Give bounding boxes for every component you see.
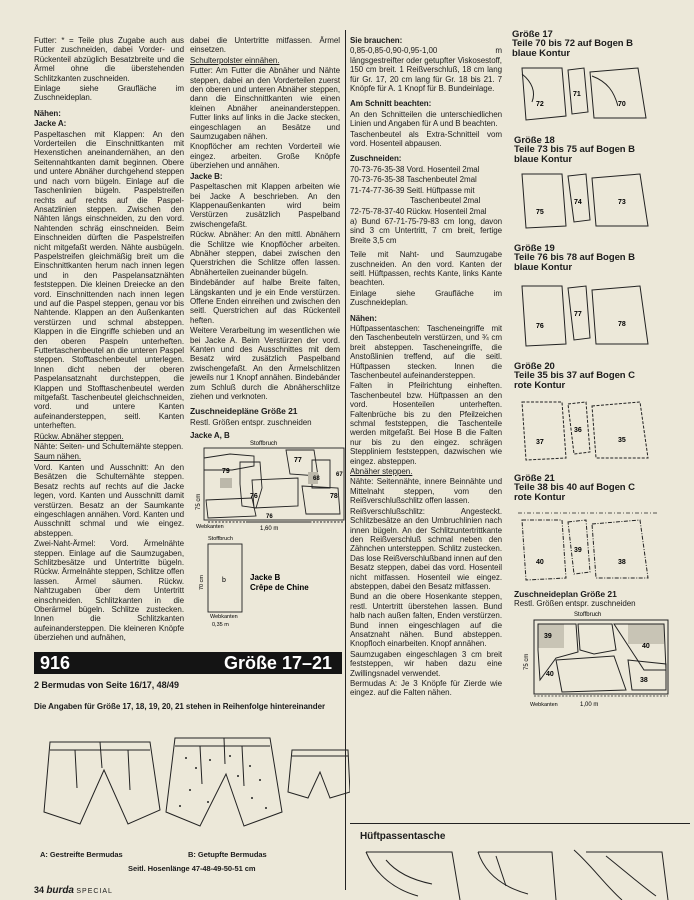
stoffbruch-label-jacket: Stoffbruch: [250, 441, 278, 447]
zuschneiden-row-3b: Taschenbeutel 2mal: [410, 196, 481, 206]
bermuda-b-caption: B: Getupfte Bermudas: [188, 850, 267, 859]
g18-block: [514, 136, 684, 164]
schnitt-text: An den Schnitteilen die unterschiedlichen Linien und Angaben für A und B beachten.: [350, 109, 502, 129]
bindebaender-text: Bindebänder auf halbe Breite falten, Längskanten und je ein Ende verstürzen. Offene Enden einreihen und zwischen den seitl. Querstrichen auf das Rückenteil heften.: [190, 278, 340, 325]
jacket-cutting-layout: [190, 440, 350, 640]
zuschneiden-row-4: 72-75-78-37-40 Rückw. Hosenteil 2mal: [350, 206, 487, 216]
zuschneideplan-hose-sub: Restl. Größen entspr. zuschneiden: [514, 599, 636, 609]
piece-77-trouser: 77: [574, 311, 582, 318]
crepe-caption: Crêpe de Chine: [250, 583, 309, 592]
saum-text: Saum nähen.: [34, 452, 82, 462]
column-2: [190, 36, 340, 442]
hosenlaenge-caption: Seitl. Hosenlänge 47-48-49-50-51 cm: [128, 864, 256, 873]
zuschneiden-row-1: 70-73-76-35-38 Vord. Hosenteil 2mal: [350, 164, 480, 174]
layout-piece-38: 38: [640, 677, 648, 684]
rueckenabnaeher-text: Rückw. Abnäher steppen.: [34, 431, 124, 441]
trouser-cutting-layout: [516, 610, 676, 710]
stoffbruch-label-trouser: Stoffbruch: [574, 612, 602, 618]
jacke-ab-label: Jacke A, B: [190, 431, 230, 441]
g18-kontur: blaue Kontur: [514, 153, 572, 165]
layout-piece-40b: 40: [642, 643, 650, 650]
zuschneideplaene-heading: Zuschneidepläne Größe 21: [190, 406, 298, 417]
futter-jacke-text: Futter: Am Futter die Abnäher und Nähte steppen, dabei an den Vorderteilen zuerst den oberen und unteren Abnäher steppen, dann die Einschnittkanten wie einen kleinen Abnäher aneinandersteppen. Futter links auf links in die Jacke stecken, eingeschlagen an Besätze und Saumzugaben nähen.: [190, 66, 340, 142]
page-number: 34: [34, 885, 44, 895]
size-17-pieces: [518, 62, 658, 128]
zuschneideplan-hose-heading: Zuschneideplan Größe 21: [514, 589, 617, 599]
g19-teile: Teile 76 bis 78 auf Bogen B: [514, 252, 635, 264]
piece-71: 71: [573, 91, 581, 98]
g17-kontur: blaue Kontur: [512, 47, 570, 59]
size-20-pieces: [518, 396, 658, 470]
piece-39: 39: [574, 547, 582, 554]
hueftpassentaschen-text: Hüftpassentaschen: Tascheneingriffe mit den Taschenbeuteln verstürzen, und ¾ cm breit absteppen. Tascheneingriffe, die Anstoßlinien treffend, auf die seitl. Hüftpassen stecken. Innen die Taschenbeutel aufeinandersteppen.: [350, 323, 502, 380]
naehen-heading: Nähen:: [34, 108, 61, 118]
piece-38: 38: [618, 559, 626, 566]
piece-76: 76: [250, 493, 258, 500]
column-divider: [345, 30, 346, 890]
sie-brauchen-text: 0,85-0,85-0,90-0,95-1,00 m längsgestreifter oder getupfter Viskosestoff, 150 cm breit. 1 Reißverschluß, 18 cm lang für Gr. 17, 20 cm lang für Gr. 18 bis 21. 7 Knöpfe für A. 1 Knopf für B. Bundeinlage.: [350, 46, 502, 94]
g20-heading: Größe 20: [514, 361, 555, 372]
hueftpassentasche-heading: Hüftpassentasche: [360, 831, 446, 842]
hip-pocket-illustration: [356, 846, 690, 900]
einlage-hose-text: Einlage siehe Graufläche im Zuschneideplan.: [350, 288, 502, 308]
pattern-number: 916: [40, 653, 71, 673]
g21-heading: Größe 21: [514, 473, 555, 484]
vord-kanten-text: Vord. Kanten und Ausschnitt: An den Besätzen die Schulternähte steppen. Besatz rechts auf rechts auf die Jacke legen, vord. Kanten und Ausschnitt damit verstürzen. Besatz an der Saumkante eingeschlagen annähen. Vord. Kanten und Ausschnitt schmal und wie eingez. absteppen.: [34, 462, 184, 538]
piece-78-trouser: 78: [618, 321, 626, 328]
stoffbruch-label-jacket-b: Stoffbruch: [208, 536, 233, 542]
piece-37: 37: [536, 439, 544, 446]
bermuda-a-caption: A: Gestreifte Bermudas: [40, 850, 123, 859]
piece-75: 75: [536, 209, 544, 216]
piece-68: 68: [313, 476, 320, 482]
g17-teile: Teile 70 bis 72 auf Bogen B: [512, 38, 633, 50]
piece-76b: 76: [266, 514, 273, 520]
width-035-label: 0,35 m: [212, 622, 229, 628]
zuschneiden-row-a: a) Bund 67-71-75-79-83 cm long, davon sind 3 cm Untertritt, 7 cm breit, fertige Breite 3,5 cm: [350, 216, 502, 245]
g21-kontur: rote Kontur: [514, 491, 566, 503]
g20-kontur: rote Kontur: [514, 379, 566, 391]
webkanten-label-trouser: Webkanten: [530, 702, 558, 708]
bermudas-illustration: [30, 728, 350, 846]
naehte-hose-text: Nähte: Seitennähte, innere Beinnähte und Mittelnaht steppen, vom den Reißverschlußschlitz offen lassen.: [350, 477, 502, 506]
paspel-b-text: Paspeltaschen mit Klappen arbeiten wie bei Jacke A beschrieben. An den Klappenaußenkanten wird beim Verstürzen zusätzlich Paspelband zwischengefaßt.: [190, 182, 340, 229]
abnaeher-hose-text: Abnäher steppen.: [350, 467, 413, 477]
g20-block: [514, 362, 684, 390]
schnitt-heading: Am Schnitt beachten:: [350, 99, 432, 109]
height-70-label: 70 cm: [199, 575, 205, 590]
piece-70: 70: [618, 101, 626, 108]
naehte-text: Nähte: Seiten- und Schulternähte steppen.: [34, 442, 184, 452]
section-divider: [350, 823, 690, 824]
zwei-naht-aermel-text: Zwei-Naht-Ärmel: Vord. Ärmelnähte steppen. Einlage auf die Saumzugaben, Schlitzbesätze und Untertritte bügeln. Rückw. Ärmelnähte steppen, Schlitze offen lassen. Ärmel säumen. Rückw. Nahtzugaben über dem Untertritt einschneiden. Schlitzkanten in die Oberärmel bügeln. Schlitze zustecken. Innen die Schlitzkanten aufeinandersteppen. Die kleineren Knöpfe überziehen und aufnähen,: [34, 539, 184, 643]
special-label: SPECIAL: [76, 888, 113, 895]
bermudas-a-text: Bermudas A: Je 3 Knöpfe für Zierde wie eingez. auf die Falten nähen.: [350, 679, 502, 698]
paspel-text: Paspeltaschen mit Klappen: An den Vorderteilen die Einschnittkanten mit Hexenstichen aneinandernähen, an den Seitennahtkanten damit beginnen. Obere und untere Abnäher durchgehend steppen und nach vorn bügeln. Einlage auf die Taschenlinien bügeln. Paspelstreifen rechts auf rechts auf die Paspel-Ansatzlinien steppen. Zwischen den Nähten längs einschneiden, zu den vord. Nahtenden schräg einschneiden. Beim Einschneiden dürften die Paspelstreifen nicht mitgefaßt werden. Nähte ausbügeln. Paspelstreifen gleichmäßig breit um die Einschnittkanten herum nach innen legen und in den Paspelansatznähten feststeppen. Die kleinen Dreiecke an den vord. Einschnittenden nach innen legen und auf die Paspel steppen, genau vor bis Nahtende. Klappen an den Außenkanten verstürzen und schmal absteppen. Klappen in die Eingriffe schieben und an den oberen Paspeln unterheften. Futtertaschenbeutel an die unteren Paspel steppen. Stofftaschenbeutel unterlegen. Innen dicht neben der oberen Paspelansatznaht durchsteppen, die Klappen und Stofftaschenbeutel werden mitgefaßt. Taschenbeutel gleichschneiden, vord. und untere Kanten aufeinandersteppen, seitl. Kanten unterheften.: [34, 129, 184, 431]
schulterpolster-text: Schulterpolster einnähen.: [190, 55, 280, 65]
einlage-text: Einlage siehe Graufläche im Zuschneideplan.: [34, 84, 184, 103]
brand-name: burda: [46, 885, 74, 896]
zuschneiden-heading: Zuschneiden:: [350, 154, 402, 164]
piece-78: 78: [330, 493, 338, 500]
teile-text: Teile mit Naht- und Saumzugabe zuschneiden. An den vord. Kanten der seitl. Hüftpassen, rechts Kante, links Kante beachten.: [350, 250, 502, 288]
g18-teile: Teile 73 bis 75 auf Bogen B: [514, 144, 635, 156]
g21-teile: Teile 38 bis 40 auf Bogen C: [514, 482, 635, 494]
zuschneiden-row-3: 71-74-77-36-39 Seitl. Hüftpasse mit: [350, 185, 475, 195]
falten-text: Falten in Pfeilrichtung einheften. Taschenbeutel bzw. Hüftpassen an den vord. Hosenteilen unterheften. Faltenbrüche bis zu den Pfeilzeichen schmal feststeppen, die Taschenteile werden mitgefaßt. Bei Hose B die Falten nur bis zu den eingez. schrägen Steppliniem feststeppen, dazwischen wie eingez. absteppen.: [350, 381, 502, 466]
piece-74: 74: [574, 199, 582, 206]
bund-text: Bund an die obere Hosenkante steppen, restl. Untertritt überstehen lassen. Bund halb nach außen falten, Enden verstürzen. Bund innen eingeschlagen auf die Ansatznaht nähen. Bund absteppen. Knopfloch einarbeiten. Knopf annähen.: [350, 592, 502, 649]
naehen-hose-heading: Nähen:: [350, 313, 377, 323]
jacke-b-caption: Jacke B: [250, 573, 281, 582]
size-19-pieces: [518, 280, 658, 358]
col2-top-text: dabei die Untertritte mitfassen. Ärmel einsetzen.: [190, 36, 340, 55]
width-100-label: 1,00 m: [580, 702, 599, 708]
size-21-pieces: [518, 510, 658, 590]
g19-block: [514, 244, 684, 272]
taschenbeutel-text: Taschenbeutel als Extra-Schnitteil vom vord. Hosenteil abpausen.: [350, 129, 502, 149]
jacke-b-heading: Jacke B:: [190, 171, 223, 181]
piece-67: 67: [336, 472, 343, 478]
sie-brauchen-heading: Sie brauchen:: [350, 36, 403, 45]
webkanten-label-jacket-b: Webkanten: [210, 614, 238, 620]
futter-text: Futter: * = Teile plus Zugabe auch aus Futter zuschneiden, dabei Vorder- und Rückenteil abzüglich Besatzbreite und die Ärmel ohne die überstehenden Schlitzkanten zuschneiden.: [34, 36, 184, 83]
g20-teile: Teile 35 bis 37 auf Bogen C: [514, 370, 635, 382]
g18-heading: Größe 18: [514, 135, 555, 146]
rueck-b-text: Rückw. Abnäher: An den mittl. Abnähern die Schlitze wie Knopflöcher arbeiten. Abnäher steppen, dabei zwischen den Querstrichen die Schlitze offen lassen. Abnäherteilen zueinander bügeln.: [190, 230, 340, 277]
piece-79: 79: [222, 468, 230, 475]
piece-40: 40: [536, 559, 544, 566]
zuschneiden-row-2: 70-73-76-35-38 Taschenbeutel 2mal: [350, 175, 477, 185]
weitere-text: Weitere Verarbeitung im wesentlichen wie bei Jacke A. Beim Verstürzen der vord. Kanten und des Ausschnittes mit dem Besatz wird zusätzlich Paspelband zwischengefaßt. An den Ärmelschlitzen jeweils nur 1 Knopf annähen. Bindebänder zum Schluß durch die Abnäherschlitze ziehen und verknoten.: [190, 326, 340, 402]
piece-76-trouser: 76: [536, 323, 544, 330]
size-range: Größe 17–21: [223, 653, 332, 673]
width-160-label: 1,60 m: [260, 526, 279, 532]
reissverschluss-text: Reißverschlußschlitz: Angesteckt. Schlitzbesätze an den Umbruchlinien nach innen bügeln. An der Schlitzuntertrittkante den Reißverschluß schmal neben den Zähnchen untersteppen. Schlitz zustecken. Das lose Reißverschlußband innen auf den Besatz steppen, dabei das vord. Hosenteil nicht mitfassen. Hosenteil wie eingez. absteppen, dabei den Besatz mitfassen.: [350, 506, 502, 591]
bermudas-intro: Die Angaben für Größe 17, 18, 19, 20, 21 stehen in Reihenfolge hintereinander: [34, 702, 326, 711]
piece-72: 72: [536, 101, 544, 108]
zuschneideplaene-sub: Restl. Größen entspr. zuschneiden: [190, 417, 312, 427]
zuschneideplan-hose-block: [514, 590, 684, 609]
g19-heading: Größe 19: [514, 243, 555, 254]
g19-kontur: blaue Kontur: [514, 261, 572, 273]
piece-36: 36: [574, 427, 582, 434]
piece-b: b: [222, 577, 226, 584]
layout-piece-40: 40: [546, 671, 554, 678]
saumzugaben-text: Saumzugaben eingeschlagen 3 cm breit feststeppen, wir haben dazu eine Zwillingsnadel verwendet.: [350, 649, 502, 678]
page-footer: [34, 885, 234, 897]
column-1: [34, 36, 184, 644]
height-75-label: 75 cm: [196, 493, 202, 510]
piece-73: 73: [618, 199, 626, 206]
column-4: [512, 30, 682, 58]
piece-77: 77: [294, 457, 302, 464]
bermudas-title: 2 Bermudas von Seite 16/17, 48/49: [34, 680, 179, 690]
column-3: [350, 36, 502, 699]
jacke-a-heading: Jacke A:: [34, 119, 67, 129]
pattern-number-banner: [34, 652, 342, 674]
piece-35: 35: [618, 437, 626, 444]
height-75-trouser-label: 75 cm: [524, 653, 530, 670]
size-18-pieces: [518, 168, 658, 238]
layout-piece-39: 39: [544, 633, 552, 640]
g21-block: [514, 474, 684, 502]
knopfloecher-text: Knopflöcher am rechten Vorderteil wie eingez. arbeiten. Große Knöpfe überziehen und annähen.: [190, 142, 340, 171]
g17-heading: Größe 17: [512, 29, 553, 40]
webkanten-label-jacket: Webkanten: [196, 524, 224, 530]
